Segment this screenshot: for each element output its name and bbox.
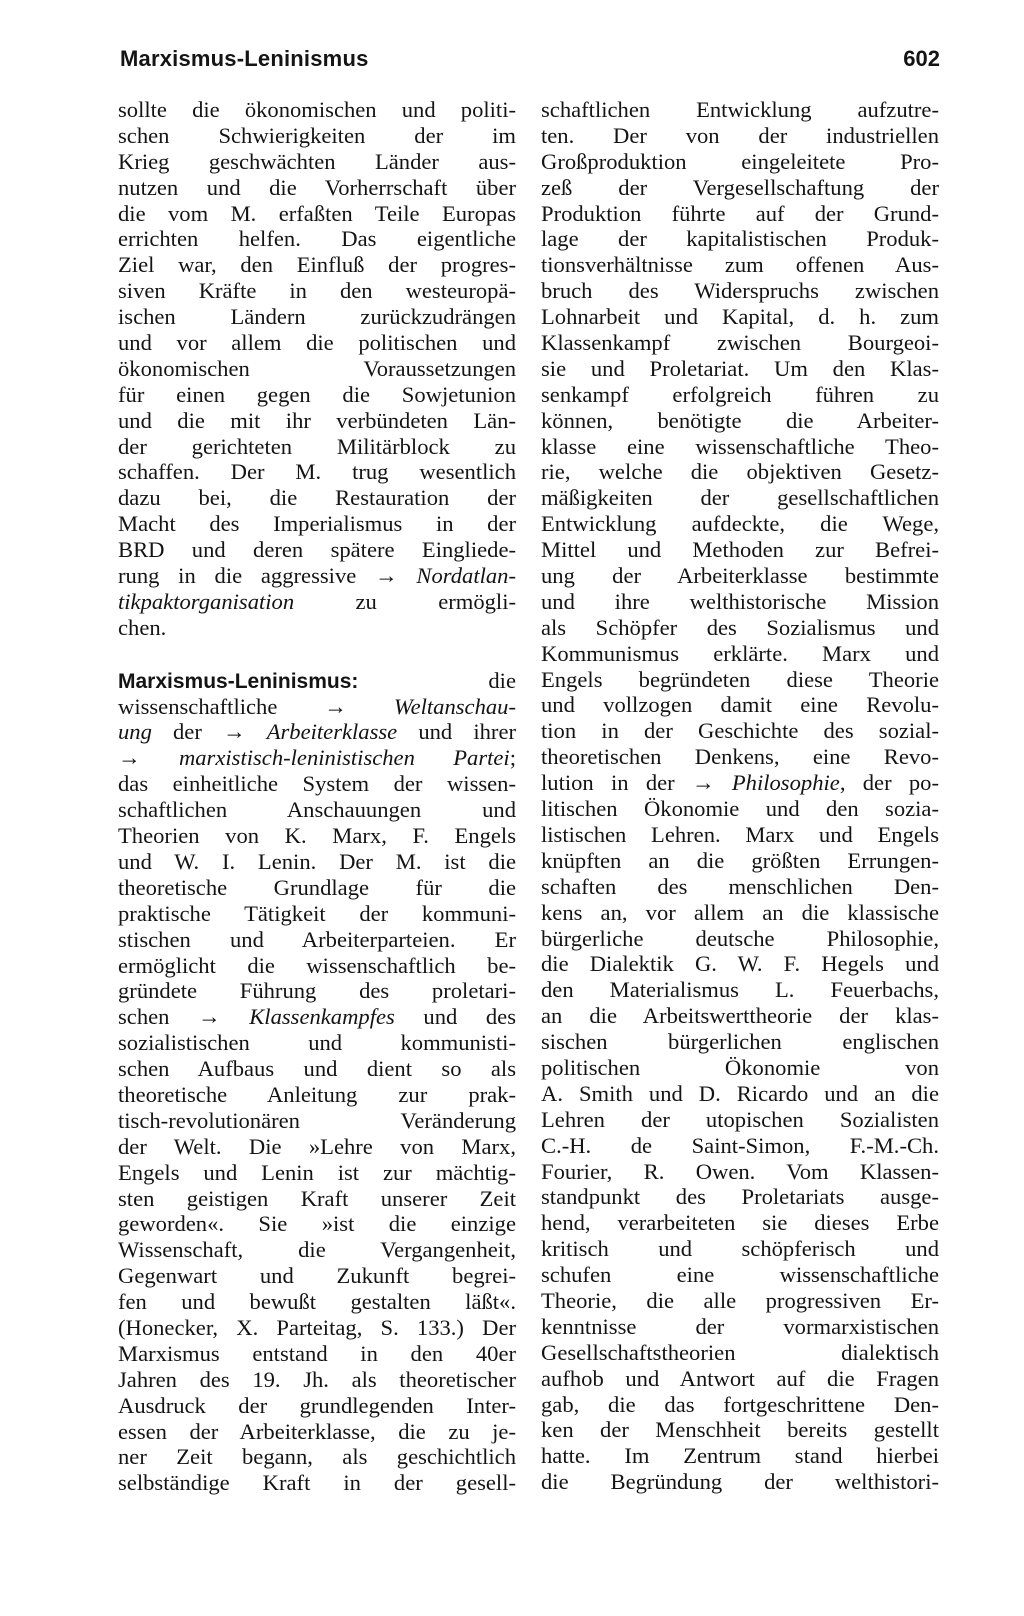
line-text: bruch des Widerspruchs zwischen (541, 278, 939, 304)
line-text: ; (509, 745, 516, 771)
text-line (541, 123, 939, 149)
line-text: Gesellschaftstheorien dialektisch (541, 1339, 939, 1365)
text-line (118, 849, 516, 875)
text-line (118, 1004, 516, 1030)
line-text: , der po- (839, 770, 939, 796)
line-text: ischen Ländern zurückzudrängen (118, 304, 516, 330)
line-text: ung der Arbeiterklasse bestimmte (541, 563, 939, 589)
line-text: ner Zeit begann, als geschichtlich (118, 1444, 516, 1470)
text-line (118, 1263, 516, 1289)
line-text: siven Kräfte in den westeuropä- (118, 278, 516, 304)
line-text: sozialistischen und kommunisti- (118, 1030, 516, 1056)
line-text: Engels begründeten diese Theorie (541, 666, 939, 692)
line-text: Kommunismus erklärte. Marx und (541, 640, 939, 666)
text-line (541, 1236, 939, 1262)
text-line (541, 252, 939, 278)
text-line (118, 1160, 516, 1186)
right-column (541, 97, 939, 1495)
text-line (118, 823, 516, 849)
line-text: Gegenwart und Zukunft begrei- (118, 1263, 516, 1289)
text-line (541, 977, 939, 1003)
line-text: Produktion führte auf der Grund- (541, 200, 939, 226)
text-line (118, 1134, 516, 1160)
line-text: schaffen. Der M. trug wesentlich (118, 459, 516, 485)
line-text: lution in der → (541, 770, 732, 796)
text-line (118, 978, 516, 1004)
text-line (118, 1470, 516, 1496)
text-line (118, 1211, 516, 1237)
text-line (541, 1340, 939, 1366)
text-line (118, 668, 516, 694)
line-text: lage der kapitalistischen Produk- (541, 226, 939, 252)
line-text: knüpften an die größten Errungen- (541, 847, 939, 873)
line-text: tion in der Geschichte des sozial- (541, 718, 939, 744)
line-text: sollte die ökonomischen und politi- (118, 97, 516, 122)
line-text: errichten helfen. Das eigentliche (118, 226, 516, 252)
text-line (541, 589, 939, 615)
line-text: zeß der Vergesellschaftung der (541, 174, 939, 200)
text-line (118, 226, 516, 252)
line-text: klasse eine wissenschaftliche Theo- (541, 433, 939, 459)
text-line (541, 667, 939, 693)
text-line (541, 278, 939, 304)
line-text: Wissenschaft, die Vergangenheit, (118, 1237, 516, 1263)
line-text: senkampf erfolgreich führen zu (541, 381, 939, 407)
line-text: A. Smith und D. Ricardo und an die (541, 1080, 939, 1106)
text-line (541, 1029, 939, 1055)
line-text: schaftlichen Entwicklung aufzutre- (541, 97, 939, 122)
line-text: die Dialektik G. W. F. Hegels und (541, 951, 939, 977)
line-text: kens an, vor allem an die klassische (541, 899, 939, 925)
line-text: Großproduktion eingeleitete Pro- (541, 148, 939, 174)
cross-reference: Philosophie (731, 770, 840, 796)
line-text: zu ermögli- (294, 588, 516, 614)
line-text: kritisch und schöpferisch und (541, 1236, 939, 1262)
text-line (118, 1444, 516, 1470)
text-line (541, 900, 939, 926)
line-text: Ausdruck der grundlegenden Inter- (118, 1392, 516, 1418)
text-line (541, 175, 939, 201)
line-text: die (358, 667, 516, 693)
line-text: rung in die aggressive → (118, 563, 417, 589)
text-line (118, 201, 516, 227)
text-line (541, 304, 939, 330)
text-line (118, 1030, 516, 1056)
line-text: geworden«. Sie »ist die einzige (118, 1211, 516, 1237)
text-line (541, 1184, 939, 1210)
line-text: BRD und deren spätere Eingliede- (118, 537, 516, 563)
line-text: für einen gegen die Sowjetunion (118, 381, 516, 407)
text-line (541, 511, 939, 537)
line-text: → (118, 745, 179, 771)
line-text: stischen und Arbeiterparteien. Er (118, 926, 516, 952)
text-line (118, 1056, 516, 1082)
line-text: Entwicklung aufdeckte, die Wege, (541, 511, 939, 537)
line-text: fen und bewußt gestalten läßt«. (118, 1289, 516, 1315)
text-line (541, 1288, 939, 1314)
line-text: theoretischen Denkens, eine Revo- (541, 744, 939, 770)
text-line (118, 330, 516, 356)
line-text: tionsverhältnisse zum offenen Aus- (541, 252, 939, 278)
line-text: schaften des menschlichen Den- (541, 873, 939, 899)
text-line (541, 1366, 939, 1392)
text-line (118, 1419, 516, 1445)
text-line (541, 1055, 939, 1081)
line-text: und des (394, 1004, 516, 1030)
line-text: Klassenkampf zwischen Bourgeoi- (541, 330, 939, 356)
line-text: und ihrer (397, 719, 517, 745)
line-text: sten geistigen Kraft unserer Zeit (118, 1185, 516, 1211)
cross-reference: ung (118, 719, 152, 745)
text-line (118, 1108, 516, 1134)
line-text: und vor allem die politischen und (118, 330, 516, 356)
text-line (541, 563, 939, 589)
text-line (541, 1262, 939, 1288)
text-line (541, 1314, 939, 1340)
text-line (118, 511, 516, 537)
line-text: selbständige Kraft in der gesell- (118, 1470, 516, 1496)
text-line (118, 175, 516, 201)
text-line (541, 796, 939, 822)
text-line (541, 485, 939, 511)
text-line (541, 149, 939, 175)
cross-reference: marxistisch-leninistischen Partei (178, 745, 510, 771)
line-text: schen Aufbaus und dient so als (118, 1056, 516, 1082)
text-line (118, 149, 516, 175)
text-line (118, 278, 516, 304)
text-line (118, 304, 516, 330)
text-line (541, 874, 939, 900)
text-line (118, 927, 516, 953)
cross-reference: Arbeiterklasse (266, 719, 398, 745)
text-line (541, 1392, 939, 1418)
line-text: theoretische Grundlage für die (118, 874, 516, 900)
text-line (118, 1367, 516, 1393)
line-text: sie und Proletariat. Um den Klas- (541, 355, 939, 381)
text-line (118, 875, 516, 901)
text-line (541, 770, 939, 796)
line-text: Lehren der utopischen Sozialisten (541, 1106, 939, 1132)
text-line (541, 226, 939, 252)
text-line (118, 1341, 516, 1367)
text-line (118, 459, 516, 485)
line-text: und ihre welthistorische Mission (541, 588, 939, 614)
line-text: an die Arbeitswerttheorie der klas- (541, 1003, 939, 1029)
line-text: wissenschaftliche → (118, 693, 394, 719)
text-line (541, 822, 939, 848)
text-line (118, 1393, 516, 1419)
text-line (118, 97, 516, 123)
text-line (541, 641, 939, 667)
text-line (541, 1469, 939, 1495)
text-line (541, 356, 939, 382)
text-line (541, 382, 939, 408)
line-text: als Schöpfer des Sozialismus und (541, 614, 939, 640)
text-line (118, 901, 516, 927)
running-head: Marxismus-Leninismus (120, 46, 369, 71)
line-text: der Welt. Die »Lehre von Marx, (118, 1133, 516, 1159)
text-line (541, 744, 939, 770)
text-line (118, 123, 516, 149)
text-line (118, 771, 516, 797)
text-line (541, 615, 939, 641)
text-line (541, 1443, 939, 1469)
line-text: sischen bürgerlichen englischen (541, 1029, 939, 1055)
text-line (541, 1133, 939, 1159)
line-text: bürgerliche deutsche Philosophie, (541, 925, 939, 951)
text-line (541, 848, 939, 874)
line-text: und die mit ihr verbündeten Län- (118, 407, 516, 433)
text-line (118, 1082, 516, 1108)
line-text: hend, verarbeiteten sie dieses Erbe (541, 1210, 939, 1236)
text-line (118, 719, 516, 745)
cross-reference: Weltanschau- (393, 693, 516, 719)
cross-reference: tikpaktorganisation (118, 588, 295, 614)
text-line (541, 718, 939, 744)
text-line (541, 97, 939, 123)
text-line (118, 797, 516, 823)
text-line (118, 537, 516, 563)
text-line (541, 408, 939, 434)
text-line (118, 563, 516, 589)
text-line (118, 382, 516, 408)
line-text: Ziel war, den Einfluß der progres- (118, 252, 516, 278)
line-text: mäßigkeiten der gesellschaftlichen (541, 485, 939, 511)
line-text: schen Schwierigkeiten der im (118, 122, 516, 148)
line-text: ermöglicht die wissenschaftlich be- (118, 952, 516, 978)
line-text: Fourier, R. Owen. Vom Klassen- (541, 1158, 939, 1184)
line-text: kenntnisse der vormarxistischen (541, 1313, 939, 1339)
line-text: die Begründung der welthistori- (541, 1469, 939, 1495)
line-text: Engels und Lenin ist zur mächtig- (118, 1159, 516, 1185)
text-line (541, 926, 939, 952)
line-text: essen der Arbeiterklasse, die zu je- (118, 1418, 516, 1444)
page-number: 602 (903, 46, 940, 71)
text-line (118, 1289, 516, 1315)
text-line (541, 1417, 939, 1443)
text-line (118, 745, 516, 771)
text-line (541, 537, 939, 563)
line-text: der gerichteten Militärblock zu (118, 433, 516, 459)
text-line (541, 1081, 939, 1107)
line-text: Mittel und Methoden zur Befrei- (541, 537, 939, 563)
text-line (541, 1107, 939, 1133)
line-text: theoretische Anleitung zur prak- (118, 1081, 516, 1107)
line-text: litischen Ökonomie und den sozia- (541, 796, 939, 822)
text-line (118, 1186, 516, 1212)
line-text: hatte. Im Zentrum stand hierbei (541, 1443, 939, 1469)
line-text: praktische Tätigkeit der kommuni- (118, 900, 516, 926)
line-text: können, benötigte die Arbeiter- (541, 407, 939, 433)
line-text: Krieg geschwächten Länder aus- (118, 148, 516, 174)
text-line (118, 408, 516, 434)
line-text: Marxismus entstand in den 40er (118, 1340, 516, 1366)
line-text: politischen Ökonomie von (541, 1054, 939, 1080)
line-text: das einheitliche System der wissen- (118, 771, 516, 797)
line-text: den Materialismus L. Feuerbachs, (541, 977, 939, 1003)
line-text: ten. Der von der industriellen (541, 122, 939, 148)
line-text: chen. (118, 614, 167, 640)
line-text: tisch-revolutionären Veränderung (118, 1107, 516, 1133)
line-text: Lohnarbeit und Kapital, d. h. zum (541, 304, 939, 330)
text-line (541, 692, 939, 718)
left-column (118, 97, 516, 1496)
text-line (118, 694, 516, 720)
text-line (541, 201, 939, 227)
line-text: Theorie, die alle progressiven Er- (541, 1287, 939, 1313)
line-text: ökonomischen Voraussetzungen (118, 355, 516, 381)
line-text: Jahren des 19. Jh. als theoretischer (118, 1366, 516, 1392)
text-line (118, 252, 516, 278)
line-text: standpunkt des Proletariats ausge- (541, 1184, 939, 1210)
text-line (541, 1210, 939, 1236)
line-text: nutzen und die Vorherrschaft über (118, 174, 516, 200)
text-line (118, 589, 516, 615)
text-line (118, 953, 516, 979)
text-line (541, 951, 939, 977)
line-text: gab, die das fortgeschrittene Den- (541, 1391, 939, 1417)
line-text: rie, welche die objektiven Gesetz- (541, 459, 939, 485)
cross-reference: Nordatlan- (416, 563, 516, 589)
line-text: die vom M. erfaßten Teile Europas (118, 200, 516, 226)
line-text: C.-H. de Saint-Simon, F.-M.-Ch. (541, 1132, 939, 1158)
text-line (541, 330, 939, 356)
paragraph-gap (118, 641, 516, 668)
text-line (118, 485, 516, 511)
line-text: (Honecker, X. Parteitag, S. 133.) Der (118, 1314, 516, 1340)
text-line (118, 615, 516, 641)
line-text: der → (151, 719, 267, 745)
text-line (118, 1237, 516, 1263)
line-text: und W. I. Lenin. Der M. ist die (118, 848, 516, 874)
line-text: aufhob und Antwort auf die Fragen (541, 1365, 939, 1391)
line-text: Theorien von K. Marx, F. Engels (118, 823, 516, 849)
text-line (118, 356, 516, 382)
cross-reference: Klassenkampfes (249, 1004, 395, 1030)
line-text: schufen eine wissenschaftliche (541, 1262, 939, 1288)
text-line (118, 1315, 516, 1341)
text-line (541, 1159, 939, 1185)
line-text: und vollzogen damit eine Revolu- (541, 692, 939, 718)
line-text: dazu bei, die Restauration der (118, 485, 516, 511)
text-line (541, 1003, 939, 1029)
line-text: schen → (118, 1004, 250, 1030)
line-text: gründete Führung des proletari- (118, 978, 516, 1004)
text-line (541, 459, 939, 485)
line-text: listischen Lehren. Marx und Engels (541, 821, 939, 847)
line-text: schaftlichen Anschauungen und (118, 797, 516, 823)
line-text: ken der Menschheit bereits gestellt (541, 1417, 939, 1443)
line-text: Macht des Imperialismus in der (118, 511, 516, 537)
entry-headword: Marxismus-Leninismus: (118, 669, 359, 693)
text-line (541, 434, 939, 460)
text-line (118, 434, 516, 460)
